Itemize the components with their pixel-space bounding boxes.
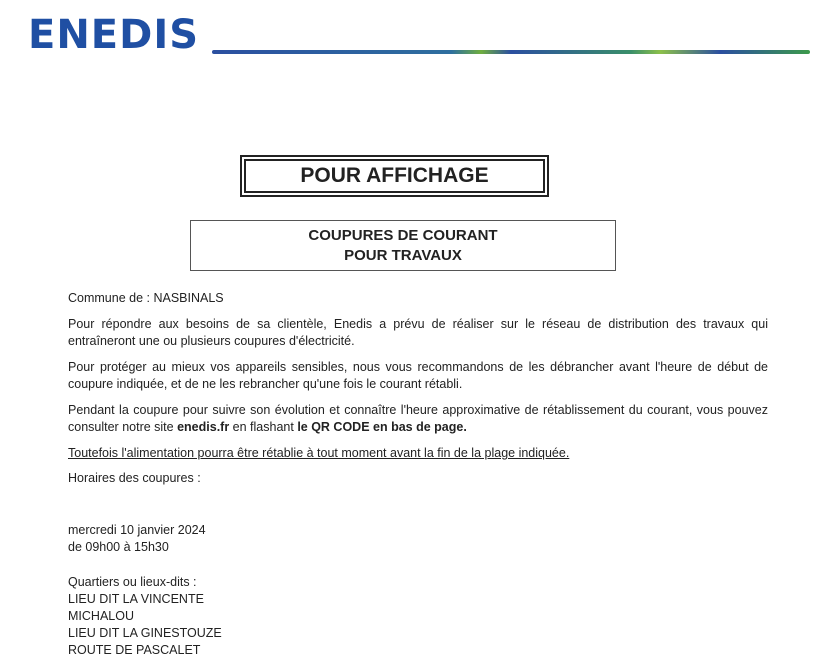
horaires-label: Horaires des coupures : <box>68 471 201 485</box>
restoration-notice: Toutefois l'alimentation pourra être rétablie à tout moment avant la fin de la plage indiquée. <box>68 446 570 460</box>
place-item: MICHALOU <box>68 609 134 623</box>
logo-text: ENEDIS <box>28 12 200 58</box>
affichage-banner <box>240 155 549 197</box>
quartiers-label: Quartiers ou lieux-dits : <box>68 575 197 589</box>
notice-title-line1: COUPURES DE COURANT <box>308 226 498 244</box>
qr-code-mention: le QR CODE en bas de page. <box>297 420 467 434</box>
paragraph-3-mid: en flashant <box>229 420 298 434</box>
header-rule <box>212 50 810 54</box>
paragraph-3-start: Pendant la coupure pour suivre son évolution et connaître l'heure approximative de rétablissement du courant, vous pouvez consulter notre site <box>68 403 768 434</box>
place-item: ROUTE DE PASCALET <box>68 643 201 657</box>
paragraph-3 <box>68 402 768 436</box>
enedis-logo <box>28 14 199 56</box>
notice-title-line2: POUR TRAVAUX <box>344 246 462 264</box>
paragraph-1: Pour répondre aux besoins de sa clientèle, Enedis a prévu de réaliser sur le réseau de distribution des travaux qui entraîneront une ou plusieurs coupures d'électricité. <box>68 317 768 348</box>
place-item: LIEU DIT LA GINESTOUZE <box>68 626 222 640</box>
outage-date: mercredi 10 janvier 2024 <box>68 523 206 537</box>
website-link: enedis.fr <box>177 420 230 434</box>
affichage-banner-label: POUR AFFICHAGE <box>244 159 545 193</box>
commune-line: Commune de : NASBINALS <box>68 291 224 305</box>
place-item: LIEU DIT LA VINCENTE <box>68 592 204 606</box>
outage-time-range: de 09h00 à 15h30 <box>68 540 169 554</box>
paragraph-2: Pour protéger au mieux vos appareils sensibles, nous vous recommandons de les débrancher avant l'heure de début de coupure indiquée, et de ne les rebrancher qu'une fois le courant rétabli. <box>68 360 768 391</box>
notice-title-box <box>190 220 616 271</box>
